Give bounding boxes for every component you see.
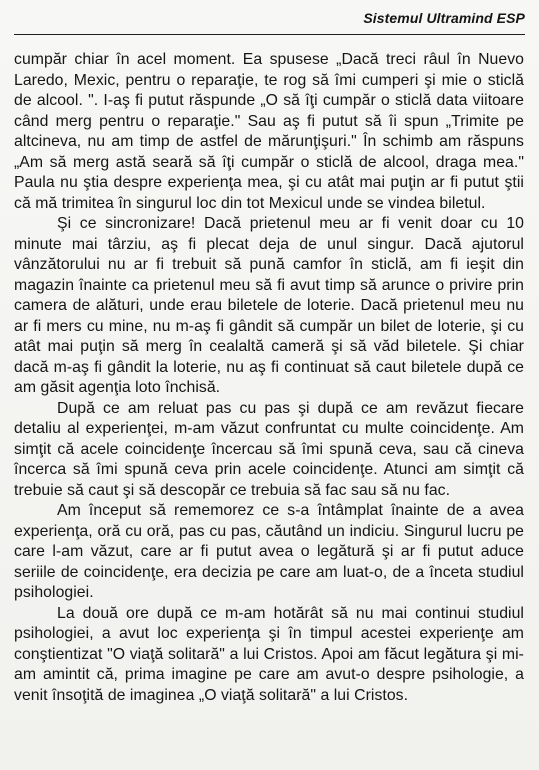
paragraph-5: La două ore după ce m-am hotărât să nu mai continui studiul psihologiei, a avut loc experienţa şi în timpul acestei experienţe am conştientizat "O viaţă solitară" a lui Cristos. Apoi am făcut legătura şi mi-am amintit că, prima imagine pe care am avut-o despre psihologie, a venit însoţită de imaginea „O viaţă solitară" a lui Cristos. [14, 604, 524, 704]
paragraph-1: cumpăr chiar în acel moment. Ea spusese „Dacă treci râul în Nuevo Laredo, Mexic, pentru o reparaţie, te rog să îmi cumperi şi mie o sticlă de alcool. ". I-aş fi putut răspunde „O să îţi cumpăr o sticlă data viitoare când merg pentru o reparaţie." Sau aş fi putut să îi spun „Trimite pe altcineva, nu am timp de astfel de mărunţişuri." În schimb am răspuns „Am să merg astă seară să îţi cumpăr o sticlă de alcool, draga mea." Paula nu ştia despre experienţa mea, şi cu atât mai puţin ar fi putut ştii că mă trimitea în singurul loc din tot Mexicul unde se vindea biletul. [14, 51, 524, 212]
header-divider [14, 34, 525, 35]
paragraph-3: După ce am reluat pas cu pas şi după ce am revăzut fiecare detaliu al experienţei, m-am văzut confruntat cu multe coincidenţe. Am simţit că acele coincidenţe încercau să îmi spună ceva, sau că cineva încerca să îmi spună ceva prin acele coincidenţe. Atunci am simţit că trebuie să caut şi să descopăr ce trebuia să fac sau să nu fac. [14, 399, 524, 499]
paragraph-4: Am început să rememorez ce s-a întâmplat înainte de a avea experienţa, oră cu oră, pas cu pas, căutând un indiciu. Singurul lucru pe care l-am văzut, care ar fi putut avea o legătură şi ar fi putut aduce seriile de coincidenţe, era decizia pe care am luat-o, de a înceta studiul psihologiei. [14, 502, 524, 601]
body-text [14, 50, 524, 706]
paragraph-2: Şi ce sincronizare! Dacă prietenul meu ar fi venit doar cu 10 minute mai târziu, aş fi plecat deja de unul singur. Dacă ajutorul vânzătorului nu ar fi trebuit să pună camfor în sticlă, am fi ieşit din magazin înainte ca prietenul meu să fi avut timp să arunce o privire prin camera de alături, unde erau biletele de loterie. Dacă prietenul meu nu ar fi mers cu mine, nu m-aş fi gândit să cumpăr un bilet de loterie, şi cu atât mai puţin să merg în cealaltă cameră şi să văd biletele. Şi chiar dacă m-aş fi gândit la loterie, nu aş fi continuat să caut biletele după ce am găsit agenţia loto închisă. [14, 215, 524, 396]
running-header-title: Sistemul Ultramind ESP [363, 10, 525, 26]
